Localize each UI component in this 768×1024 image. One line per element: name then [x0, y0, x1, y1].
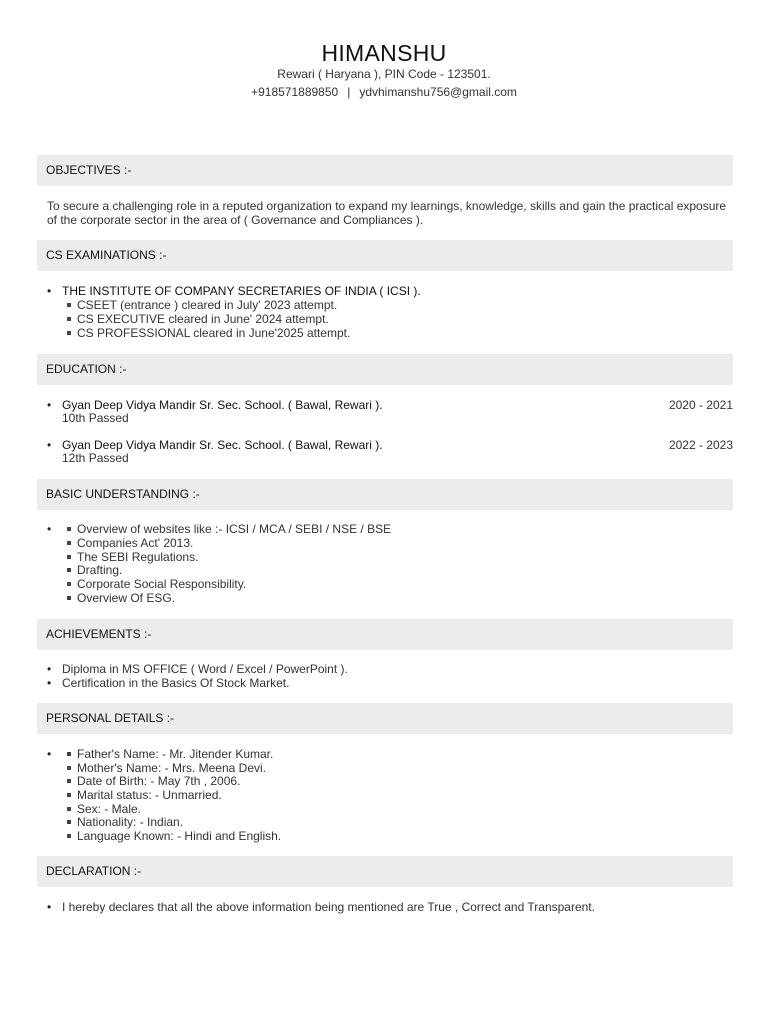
square-bullet: [67, 582, 71, 586]
bullet-marker: [47, 662, 55, 676]
section-title: PERSONAL DETAILS :-: [46, 711, 175, 725]
candidate-name: HIMANSHU: [321, 40, 447, 66]
personal-item: Language Known: - Hindi and English.: [77, 829, 282, 843]
achievement-item: Diploma in MS OFFICE ( Word / Excel / PowerPoint ).: [62, 662, 348, 676]
basic-item: Companies Act' 2013.: [77, 536, 194, 550]
square-bullet: [67, 331, 71, 335]
contact-line: [0, 85, 768, 99]
cs-item: CS PROFESSIONAL cleared in June'2025 attempt.: [77, 326, 351, 340]
square-bullet: [67, 317, 71, 321]
square-bullet: [67, 527, 71, 531]
square-bullet: [67, 779, 71, 783]
personal-item: Marital status: - Unmarried.: [77, 788, 222, 802]
cs-item: CS EXECUTIVE cleared in June' 2024 attempt.: [77, 312, 329, 326]
section-title: OBJECTIVES :-: [46, 163, 132, 177]
square-bullet: [67, 793, 71, 797]
basic-item: Overview Of ESG.: [77, 591, 176, 605]
bullet-marker: [47, 438, 55, 452]
square-bullet: [67, 766, 71, 770]
address: Rewari ( Haryana ), PIN Code - 123501.: [277, 67, 491, 81]
section-header-cs-examinations: [37, 240, 733, 271]
basic-item: Overview of websites like :- ICSI / MCA / SEBI / NSE / BSE: [77, 522, 392, 536]
education-school: Gyan Deep Vidya Mandir Sr. Sec. School. ( Bawal, Rewari ).: [62, 398, 383, 412]
bullet-marker: [47, 398, 55, 412]
bullet-marker: [47, 284, 55, 298]
section-header-objectives: [37, 155, 733, 186]
personal-item: Sex: - Male.: [77, 802, 142, 816]
bullet-marker: [47, 747, 55, 761]
declaration-text: I hereby declares that all the above information being mentioned are True , Correct and Transparent.: [62, 900, 595, 914]
personal-item: Mother's Name: - Mrs. Meena Devi.: [77, 761, 267, 775]
square-bullet: [67, 820, 71, 824]
education-school: Gyan Deep Vidya Mandir Sr. Sec. School. ( Bawal, Rewari ).: [62, 438, 383, 452]
achievement-item: Certification in the Basics Of Stock Market.: [62, 676, 290, 690]
square-bullet: [67, 807, 71, 811]
email-address[interactable]: ydvhimanshu756@gmail.com: [359, 85, 517, 99]
square-bullet: [67, 568, 71, 572]
section-header-declaration: [37, 856, 733, 887]
square-bullet: [67, 303, 71, 307]
education-years: 2022 - 2023: [668, 438, 733, 452]
section-title: ACHIEVEMENTS :-: [46, 627, 152, 641]
education-detail: 12th Passed: [62, 451, 129, 465]
section-title: BASIC UNDERSTANDING :-: [46, 487, 200, 501]
bullet-marker: [47, 676, 55, 690]
contact-separator: |: [347, 85, 351, 99]
phone-number: +918571889850: [251, 85, 339, 99]
section-header-education: [37, 354, 733, 385]
personal-item: Father's Name: - Mr. Jitender Kumar.: [77, 747, 274, 761]
section-header-personal-details: [37, 703, 733, 734]
section-header-basic-understanding: [37, 479, 733, 510]
bullet-marker: [47, 522, 55, 536]
bullet-marker: [47, 900, 55, 914]
personal-item: Date of Birth: - May 7th , 2006.: [77, 774, 241, 788]
section-title: CS EXAMINATIONS :-: [46, 248, 167, 262]
section-title: DECLARATION :-: [46, 864, 142, 878]
square-bullet: [67, 555, 71, 559]
basic-item: The SEBI Regulations.: [77, 550, 199, 564]
objectives-text: To secure a challenging role in a reputed organization to expand my learnings, knowledge, skills and gain the practical exposure of the corporate sector in the area of ( Governance and Compliances ).: [47, 199, 727, 227]
personal-item: Nationality: - Indian.: [77, 815, 184, 829]
education-years: 2020 - 2021: [668, 398, 733, 412]
section-header-achievements: [37, 619, 733, 650]
basic-item: Corporate Social Responsibility.: [77, 577, 247, 591]
square-bullet: [67, 541, 71, 545]
education-detail: 10th Passed: [62, 411, 129, 425]
square-bullet: [67, 834, 71, 838]
cs-institute: THE INSTITUTE OF COMPANY SECRETARIES OF INDIA ( ICSI ).: [62, 284, 421, 298]
basic-item: Drafting.: [77, 563, 123, 577]
square-bullet: [67, 752, 71, 756]
section-title: EDUCATION :-: [46, 362, 127, 376]
square-bullet: [67, 596, 71, 600]
cs-item: CSEET (entrance ) cleared in July' 2023 attempt.: [77, 298, 338, 312]
